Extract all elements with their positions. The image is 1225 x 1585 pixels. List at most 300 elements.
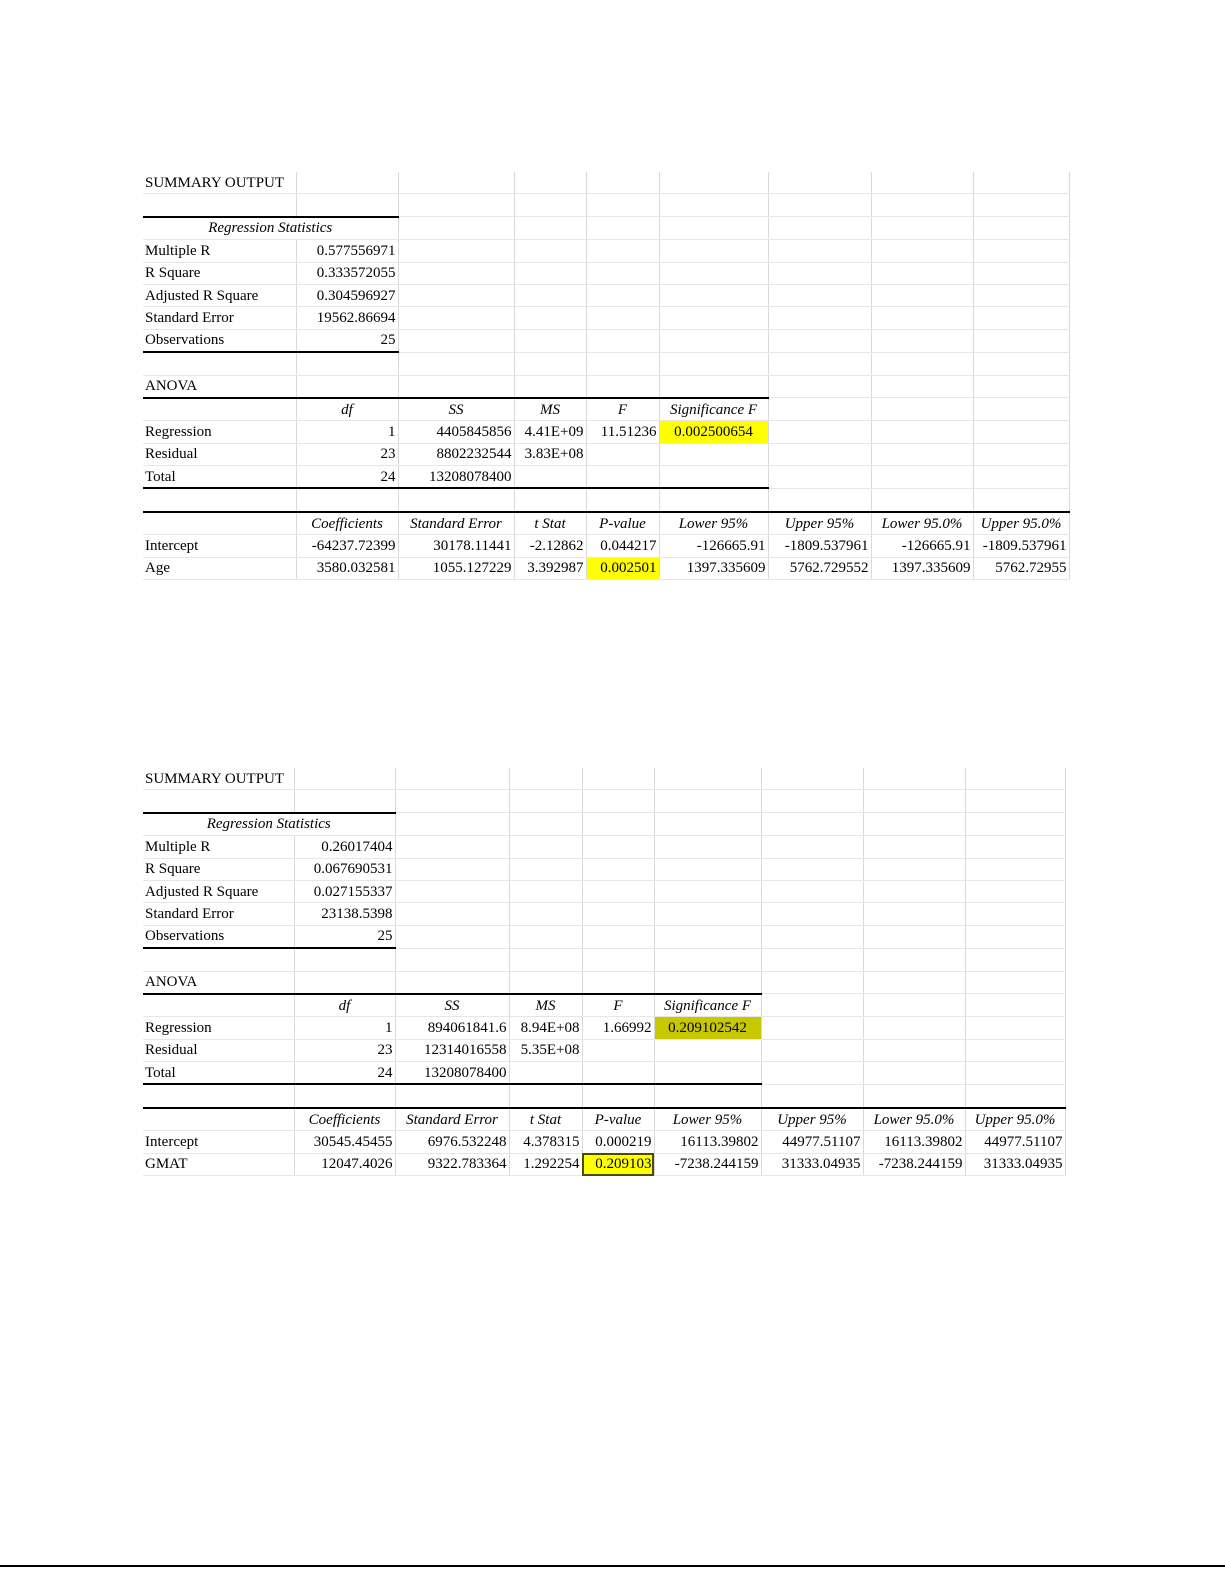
- empty-cell: [863, 1062, 965, 1085]
- coef-value-cell: 0.000219: [582, 1131, 654, 1153]
- anova-df-cell: 24: [296, 466, 398, 489]
- empty-cell: [863, 1084, 965, 1107]
- empty-cell: [768, 194, 871, 217]
- empty-cell: [654, 858, 761, 880]
- empty-cell: [863, 790, 965, 813]
- stat-label: Observations: [143, 925, 294, 948]
- empty-cell: [654, 1084, 761, 1107]
- empty-cell: [659, 172, 768, 194]
- empty-cell: [654, 903, 761, 925]
- anova-ms-cell: 4.41E+09: [514, 421, 586, 443]
- anova-ms-cell: [514, 466, 586, 489]
- coef-value-cell: 0.209103: [582, 1153, 654, 1175]
- coef-value-cell: 1.292254: [509, 1153, 582, 1175]
- empty-cell: [761, 790, 863, 813]
- empty-cell: [768, 172, 871, 194]
- stat-value: 0.577556971: [296, 240, 398, 262]
- empty-cell: [514, 375, 586, 398]
- empty-cell: [398, 488, 514, 511]
- empty-cell: [398, 194, 514, 217]
- empty-cell: [654, 813, 761, 836]
- empty-cell: [395, 948, 509, 971]
- empty-cell: [768, 262, 871, 284]
- stat-value: 25: [294, 925, 395, 948]
- empty-cell: [973, 240, 1069, 262]
- anova-ms-cell: 8.94E+08: [509, 1017, 582, 1039]
- empty-cell: [965, 1039, 1065, 1061]
- empty-cell: [965, 903, 1065, 925]
- coef-value-cell: -7238.244159: [863, 1153, 965, 1175]
- empty-cell: [143, 994, 294, 1017]
- empty-cell: [294, 768, 395, 790]
- coef-value-cell: -2.12862: [514, 535, 586, 557]
- empty-cell: [509, 925, 582, 948]
- empty-cell: [871, 172, 973, 194]
- anova-ss-cell: 8802232544: [398, 443, 514, 465]
- empty-cell: [398, 217, 514, 240]
- empty-cell: [398, 284, 514, 306]
- empty-cell: [761, 948, 863, 971]
- stat-label: R Square: [143, 858, 294, 880]
- empty-cell: [871, 262, 973, 284]
- anova-header: SS: [395, 994, 509, 1017]
- anova-df-cell: 1: [296, 421, 398, 443]
- coef-header: Upper 95%: [761, 1108, 863, 1131]
- empty-cell: [659, 240, 768, 262]
- anova-sig-f-cell: [654, 1062, 761, 1085]
- coef-header: t Stat: [509, 1108, 582, 1131]
- empty-cell: [973, 421, 1069, 443]
- empty-cell: [143, 512, 296, 535]
- empty-cell: [143, 352, 296, 375]
- empty-cell: [395, 1084, 509, 1107]
- empty-cell: [863, 858, 965, 880]
- empty-cell: [863, 1039, 965, 1061]
- coef-value-cell: 44977.51107: [761, 1131, 863, 1153]
- empty-cell: [871, 352, 973, 375]
- stat-label: R Square: [143, 262, 296, 284]
- coef-value-cell: -1809.537961: [973, 535, 1069, 557]
- empty-cell: [398, 307, 514, 329]
- coef-header: Lower 95%: [659, 512, 768, 535]
- coef-header: Lower 95%: [654, 1108, 761, 1131]
- anova-f-cell: [582, 1039, 654, 1061]
- empty-cell: [294, 948, 395, 971]
- coef-row-label: Age: [143, 557, 296, 579]
- coef-value-cell: 0.002501: [586, 557, 659, 579]
- empty-cell: [871, 329, 973, 352]
- empty-cell: [514, 240, 586, 262]
- coef-value-cell: 5762.72955: [973, 557, 1069, 579]
- anova-row-label: Residual: [143, 443, 296, 465]
- empty-cell: [395, 925, 509, 948]
- anova-sig-f-cell: 0.209102542: [654, 1017, 761, 1039]
- empty-cell: [509, 813, 582, 836]
- empty-cell: [659, 488, 768, 511]
- regression-output-gmat: [143, 768, 1066, 1176]
- anova-ss-cell: 13208078400: [395, 1062, 509, 1085]
- coef-value-cell: 3580.032581: [296, 557, 398, 579]
- coef-row-label: Intercept: [143, 535, 296, 557]
- coef-value-cell: -1809.537961: [768, 535, 871, 557]
- anova-header: Significance F: [659, 398, 768, 421]
- empty-cell: [582, 1084, 654, 1107]
- anova-row-label: Regression: [143, 1017, 294, 1039]
- anova-ss-cell: 13208078400: [398, 466, 514, 489]
- empty-cell: [143, 194, 296, 217]
- coef-header: Upper 95%: [768, 512, 871, 535]
- anova-sig-f-cell: [659, 443, 768, 465]
- empty-cell: [871, 398, 973, 421]
- coef-row-label: GMAT: [143, 1153, 294, 1175]
- anova-title: ANOVA: [143, 375, 296, 398]
- anova-df-cell: 23: [294, 1039, 395, 1061]
- anova-header: df: [294, 994, 395, 1017]
- empty-cell: [654, 948, 761, 971]
- empty-cell: [973, 352, 1069, 375]
- empty-cell: [659, 284, 768, 306]
- regression-output-age: [143, 172, 1070, 580]
- coef-value-cell: 31333.04935: [965, 1153, 1065, 1175]
- empty-cell: [586, 375, 659, 398]
- empty-cell: [509, 948, 582, 971]
- empty-cell: [871, 240, 973, 262]
- empty-cell: [395, 971, 509, 994]
- empty-cell: [761, 858, 863, 880]
- stat-value: 0.304596927: [296, 284, 398, 306]
- coef-header: Lower 95.0%: [863, 1108, 965, 1131]
- coef-header: Lower 95.0%: [871, 512, 973, 535]
- empty-cell: [973, 398, 1069, 421]
- empty-cell: [582, 790, 654, 813]
- coef-value-cell: 44977.51107: [965, 1131, 1065, 1153]
- coef-value-cell: 1397.335609: [871, 557, 973, 579]
- empty-cell: [659, 352, 768, 375]
- empty-cell: [586, 488, 659, 511]
- empty-cell: [768, 488, 871, 511]
- empty-cell: [863, 768, 965, 790]
- empty-cell: [582, 813, 654, 836]
- empty-cell: [509, 790, 582, 813]
- empty-cell: [509, 880, 582, 902]
- empty-cell: [871, 466, 973, 489]
- empty-cell: [973, 217, 1069, 240]
- coef-value-cell: 30545.45455: [294, 1131, 395, 1153]
- coef-value-cell: -64237.72399: [296, 535, 398, 557]
- empty-cell: [768, 398, 871, 421]
- empty-cell: [398, 375, 514, 398]
- empty-cell: [514, 194, 586, 217]
- empty-cell: [586, 329, 659, 352]
- empty-cell: [395, 903, 509, 925]
- coef-header: Coefficients: [296, 512, 398, 535]
- empty-cell: [863, 925, 965, 948]
- empty-cell: [768, 443, 871, 465]
- empty-cell: [973, 284, 1069, 306]
- empty-cell: [973, 443, 1069, 465]
- empty-cell: [509, 768, 582, 790]
- empty-cell: [863, 971, 965, 994]
- empty-cell: [509, 836, 582, 858]
- anova-row-label: Regression: [143, 421, 296, 443]
- empty-cell: [514, 262, 586, 284]
- stat-label: Adjusted R Square: [143, 284, 296, 306]
- empty-cell: [586, 172, 659, 194]
- empty-cell: [294, 1084, 395, 1107]
- empty-cell: [296, 172, 398, 194]
- coef-value-cell: 5762.729552: [768, 557, 871, 579]
- empty-cell: [395, 858, 509, 880]
- empty-cell: [965, 1084, 1065, 1107]
- empty-cell: [965, 836, 1065, 858]
- anova-ms-cell: 5.35E+08: [509, 1039, 582, 1061]
- anova-header: MS: [509, 994, 582, 1017]
- empty-cell: [871, 194, 973, 217]
- anova-df-cell: 23: [296, 443, 398, 465]
- empty-cell: [965, 880, 1065, 902]
- empty-cell: [398, 240, 514, 262]
- stat-label: Adjusted R Square: [143, 880, 294, 902]
- regression-statistics-heading: Regression Statistics: [143, 813, 395, 836]
- empty-cell: [768, 375, 871, 398]
- coef-value-cell: -126665.91: [659, 535, 768, 557]
- stat-value: 0.333572055: [296, 262, 398, 284]
- coef-header: Upper 95.0%: [965, 1108, 1065, 1131]
- empty-cell: [965, 1017, 1065, 1039]
- empty-cell: [965, 1062, 1065, 1085]
- empty-cell: [761, 880, 863, 902]
- stat-label: Multiple R: [143, 836, 294, 858]
- empty-cell: [582, 903, 654, 925]
- empty-cell: [514, 488, 586, 511]
- empty-cell: [973, 172, 1069, 194]
- empty-cell: [768, 217, 871, 240]
- empty-cell: [965, 858, 1065, 880]
- empty-cell: [973, 466, 1069, 489]
- empty-cell: [965, 971, 1065, 994]
- empty-cell: [973, 307, 1069, 329]
- empty-cell: [761, 1039, 863, 1061]
- empty-cell: [143, 488, 296, 511]
- empty-cell: [514, 284, 586, 306]
- empty-cell: [768, 240, 871, 262]
- empty-cell: [143, 1084, 294, 1107]
- coef-value-cell: -126665.91: [871, 535, 973, 557]
- stat-value: 0.067690531: [294, 858, 395, 880]
- empty-cell: [768, 352, 871, 375]
- empty-cell: [143, 1108, 294, 1131]
- coef-header: P-value: [582, 1108, 654, 1131]
- empty-cell: [973, 329, 1069, 352]
- empty-cell: [296, 352, 398, 375]
- empty-cell: [398, 352, 514, 375]
- empty-cell: [761, 1084, 863, 1107]
- anova-header: F: [586, 398, 659, 421]
- empty-cell: [768, 421, 871, 443]
- empty-cell: [871, 488, 973, 511]
- empty-cell: [294, 971, 395, 994]
- empty-cell: [654, 768, 761, 790]
- anova-header: SS: [398, 398, 514, 421]
- empty-cell: [509, 858, 582, 880]
- empty-cell: [395, 880, 509, 902]
- empty-cell: [965, 948, 1065, 971]
- empty-cell: [398, 262, 514, 284]
- empty-cell: [768, 329, 871, 352]
- coef-value-cell: 12047.4026: [294, 1153, 395, 1175]
- summary-output-title: SUMMARY OUTPUT: [143, 768, 294, 790]
- stat-value: 0.26017404: [294, 836, 395, 858]
- empty-cell: [965, 925, 1065, 948]
- empty-cell: [863, 948, 965, 971]
- anova-f-cell: [586, 443, 659, 465]
- empty-cell: [395, 790, 509, 813]
- coef-value-cell: 16113.39802: [654, 1131, 761, 1153]
- anova-ss-cell: 4405845856: [398, 421, 514, 443]
- empty-cell: [514, 307, 586, 329]
- coef-value-cell: 1055.127229: [398, 557, 514, 579]
- stat-label: Standard Error: [143, 903, 294, 925]
- anova-row-label: Total: [143, 466, 296, 489]
- anova-ss-cell: 12314016558: [395, 1039, 509, 1061]
- empty-cell: [582, 858, 654, 880]
- empty-cell: [761, 925, 863, 948]
- empty-cell: [398, 172, 514, 194]
- anova-df-cell: 1: [294, 1017, 395, 1039]
- coef-value-cell: 30178.11441: [398, 535, 514, 557]
- empty-cell: [761, 1017, 863, 1039]
- empty-cell: [761, 994, 863, 1017]
- empty-cell: [296, 488, 398, 511]
- stat-label: Multiple R: [143, 240, 296, 262]
- empty-cell: [514, 172, 586, 194]
- empty-cell: [973, 375, 1069, 398]
- empty-cell: [654, 880, 761, 902]
- empty-cell: [863, 836, 965, 858]
- empty-cell: [586, 217, 659, 240]
- coef-header: P-value: [586, 512, 659, 535]
- coef-value-cell: 0.044217: [586, 535, 659, 557]
- anova-f-cell: 1.66992: [582, 1017, 654, 1039]
- empty-cell: [761, 1062, 863, 1085]
- empty-cell: [659, 307, 768, 329]
- empty-cell: [509, 1084, 582, 1107]
- empty-cell: [863, 880, 965, 902]
- empty-cell: [586, 240, 659, 262]
- anova-sig-f-cell: 0.002500654: [659, 421, 768, 443]
- empty-cell: [761, 971, 863, 994]
- anova-title: ANOVA: [143, 971, 294, 994]
- empty-cell: [296, 194, 398, 217]
- anova-row-label: Residual: [143, 1039, 294, 1061]
- coef-header: Upper 95.0%: [973, 512, 1069, 535]
- empty-cell: [654, 925, 761, 948]
- empty-cell: [509, 971, 582, 994]
- stat-value: 19562.86694: [296, 307, 398, 329]
- coef-value-cell: -7238.244159: [654, 1153, 761, 1175]
- coef-row-label: Intercept: [143, 1131, 294, 1153]
- coef-value-cell: 3.392987: [514, 557, 586, 579]
- empty-cell: [863, 813, 965, 836]
- empty-cell: [398, 329, 514, 352]
- anova-header: F: [582, 994, 654, 1017]
- stat-label: Observations: [143, 329, 296, 352]
- anova-f-cell: [582, 1062, 654, 1085]
- anova-ms-cell: [509, 1062, 582, 1085]
- empty-cell: [143, 790, 294, 813]
- stat-label: Standard Error: [143, 307, 296, 329]
- empty-cell: [143, 398, 296, 421]
- coef-value-cell: 4.378315: [509, 1131, 582, 1153]
- empty-cell: [395, 813, 509, 836]
- empty-cell: [871, 307, 973, 329]
- anova-df-cell: 24: [294, 1062, 395, 1085]
- anova-header: Significance F: [654, 994, 761, 1017]
- empty-cell: [768, 307, 871, 329]
- empty-cell: [863, 1017, 965, 1039]
- empty-cell: [973, 488, 1069, 511]
- coef-header: Standard Error: [398, 512, 514, 535]
- empty-cell: [768, 466, 871, 489]
- empty-cell: [659, 217, 768, 240]
- empty-cell: [514, 352, 586, 375]
- anova-ms-cell: 3.83E+08: [514, 443, 586, 465]
- empty-cell: [973, 262, 1069, 284]
- empty-cell: [768, 284, 871, 306]
- empty-cell: [395, 836, 509, 858]
- anova-header: MS: [514, 398, 586, 421]
- empty-cell: [965, 790, 1065, 813]
- coef-value-cell: 1397.335609: [659, 557, 768, 579]
- empty-cell: [582, 836, 654, 858]
- empty-cell: [143, 948, 294, 971]
- coef-value-cell: 31333.04935: [761, 1153, 863, 1175]
- anova-ss-cell: 894061841.6: [395, 1017, 509, 1039]
- empty-cell: [871, 443, 973, 465]
- stat-value: 23138.5398: [294, 903, 395, 925]
- empty-cell: [761, 813, 863, 836]
- empty-cell: [582, 925, 654, 948]
- empty-cell: [761, 768, 863, 790]
- empty-cell: [659, 262, 768, 284]
- anova-f-cell: [586, 466, 659, 489]
- empty-cell: [973, 194, 1069, 217]
- anova-row-label: Total: [143, 1062, 294, 1085]
- empty-cell: [654, 790, 761, 813]
- empty-cell: [586, 352, 659, 375]
- empty-cell: [586, 262, 659, 284]
- empty-cell: [965, 768, 1065, 790]
- page-bottom-rule: [0, 1565, 1225, 1567]
- stat-value: 0.027155337: [294, 880, 395, 902]
- empty-cell: [965, 994, 1065, 1017]
- empty-cell: [582, 768, 654, 790]
- anova-header: df: [296, 398, 398, 421]
- empty-cell: [871, 284, 973, 306]
- summary-output-title: SUMMARY OUTPUT: [143, 172, 296, 194]
- empty-cell: [296, 375, 398, 398]
- empty-cell: [586, 284, 659, 306]
- empty-cell: [761, 903, 863, 925]
- empty-cell: [659, 375, 768, 398]
- empty-cell: [654, 836, 761, 858]
- empty-cell: [659, 329, 768, 352]
- empty-cell: [395, 768, 509, 790]
- coef-header: Standard Error: [395, 1108, 509, 1131]
- coef-header: Coefficients: [294, 1108, 395, 1131]
- empty-cell: [582, 948, 654, 971]
- empty-cell: [761, 836, 863, 858]
